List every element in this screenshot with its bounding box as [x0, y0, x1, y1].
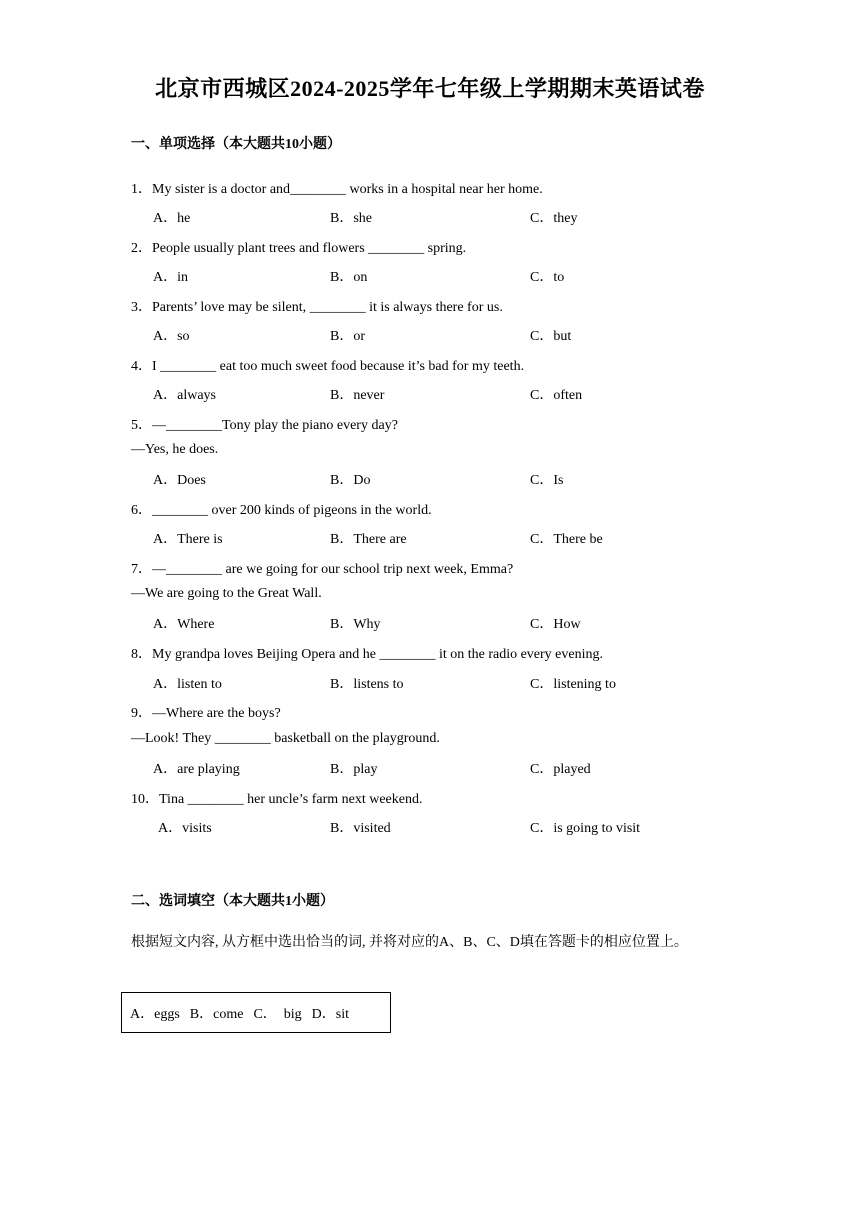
- q1-option-a: A．he: [153, 211, 191, 226]
- question-8: 8．My grandpa loves Beijing Opera and he ________ it on the radio every evening.: [131, 647, 603, 662]
- q6-option-c: C．There be: [530, 532, 603, 547]
- question-2: 2．People usually plant trees and flowers ________ spring.: [131, 241, 467, 256]
- q10-option-b: B．visited: [330, 821, 391, 836]
- q3-option-c: C．but: [530, 329, 572, 344]
- question-7: 7．—________ are we going for our school trip next week, Emma?: [131, 562, 514, 577]
- q2-option-a: A．in: [153, 270, 188, 285]
- q9-option-b: B．play: [330, 762, 378, 777]
- q8-option-b: B．listens to: [330, 677, 404, 692]
- q3-option-a: A．so: [153, 329, 190, 344]
- q6-option-b: B．There are: [330, 532, 407, 547]
- question-5-answer-line: —Yes, he does.: [131, 442, 219, 457]
- q6-option-a: A．There is: [153, 532, 223, 547]
- q5-option-b: B．Do: [330, 473, 371, 488]
- q7-option-b: B．Why: [330, 617, 381, 632]
- q4-option-b: B．never: [330, 388, 385, 403]
- q10-option-c: C．is going to visit: [530, 821, 641, 836]
- q1-option-b: B．she: [330, 211, 372, 226]
- word-option-d: D．sit: [311, 1006, 350, 1022]
- q10-option-a: A．visits: [158, 821, 212, 836]
- question-10: 10．Tina ________ her uncle’s farm next weekend.: [131, 792, 423, 807]
- question-7-answer-line: —We are going to the Great Wall.: [131, 586, 322, 601]
- q7-option-c: C．How: [530, 617, 581, 632]
- q1-option-c: C．they: [530, 211, 578, 226]
- q9-option-a: A．are playing: [153, 762, 240, 777]
- word-option-b: B．come: [189, 1006, 244, 1022]
- word-option-c: C． big: [253, 1006, 302, 1022]
- question-1: 1．My sister is a doctor and________ works in a hospital near her home.: [131, 182, 543, 197]
- question-6: 6．________ over 200 kinds of pigeons in the world.: [131, 503, 432, 518]
- q4-option-a: A．always: [153, 388, 216, 403]
- page-title: 北京市西城区2024-2025学年七年级上学期期末英语试卷: [155, 76, 705, 101]
- section2-instruction: 根据短文内容, 从方框中选出恰当的词, 并将对应的A、B、C、D填在答题卡的相应位置上。: [131, 935, 688, 950]
- q7-option-a: A．Where: [153, 617, 215, 632]
- question-9: 9．—Where are the boys?: [131, 706, 281, 721]
- question-3: 3．Parents’ love may be silent, ________ it is always there for us.: [131, 300, 503, 315]
- q2-option-c: C．to: [530, 270, 565, 285]
- q4-option-c: C．often: [530, 388, 583, 403]
- section1-heading: 一、单项选择（本大题共10小题）: [131, 137, 341, 152]
- q5-option-a: A．Does: [153, 473, 206, 488]
- q3-option-b: B．or: [330, 329, 365, 344]
- q2-option-b: B．on: [330, 270, 368, 285]
- q5-option-c: C．Is: [530, 473, 564, 488]
- section2-heading: 二、选词填空（本大题共1小题）: [131, 894, 334, 909]
- q9-option-c: C．played: [530, 762, 591, 777]
- question-4: 4．I ________ eat too much sweet food because it’s bad for my teeth.: [131, 359, 525, 374]
- question-5: 5．—________Tony play the piano every day?: [131, 418, 398, 433]
- word-box: [121, 992, 391, 1033]
- question-9-answer-line: —Look! They ________ basketball on the playground.: [131, 731, 440, 746]
- q8-option-c: C．listening to: [530, 677, 616, 692]
- q8-option-a: A．listen to: [153, 677, 222, 692]
- word-option-a: A．eggs: [130, 1006, 180, 1022]
